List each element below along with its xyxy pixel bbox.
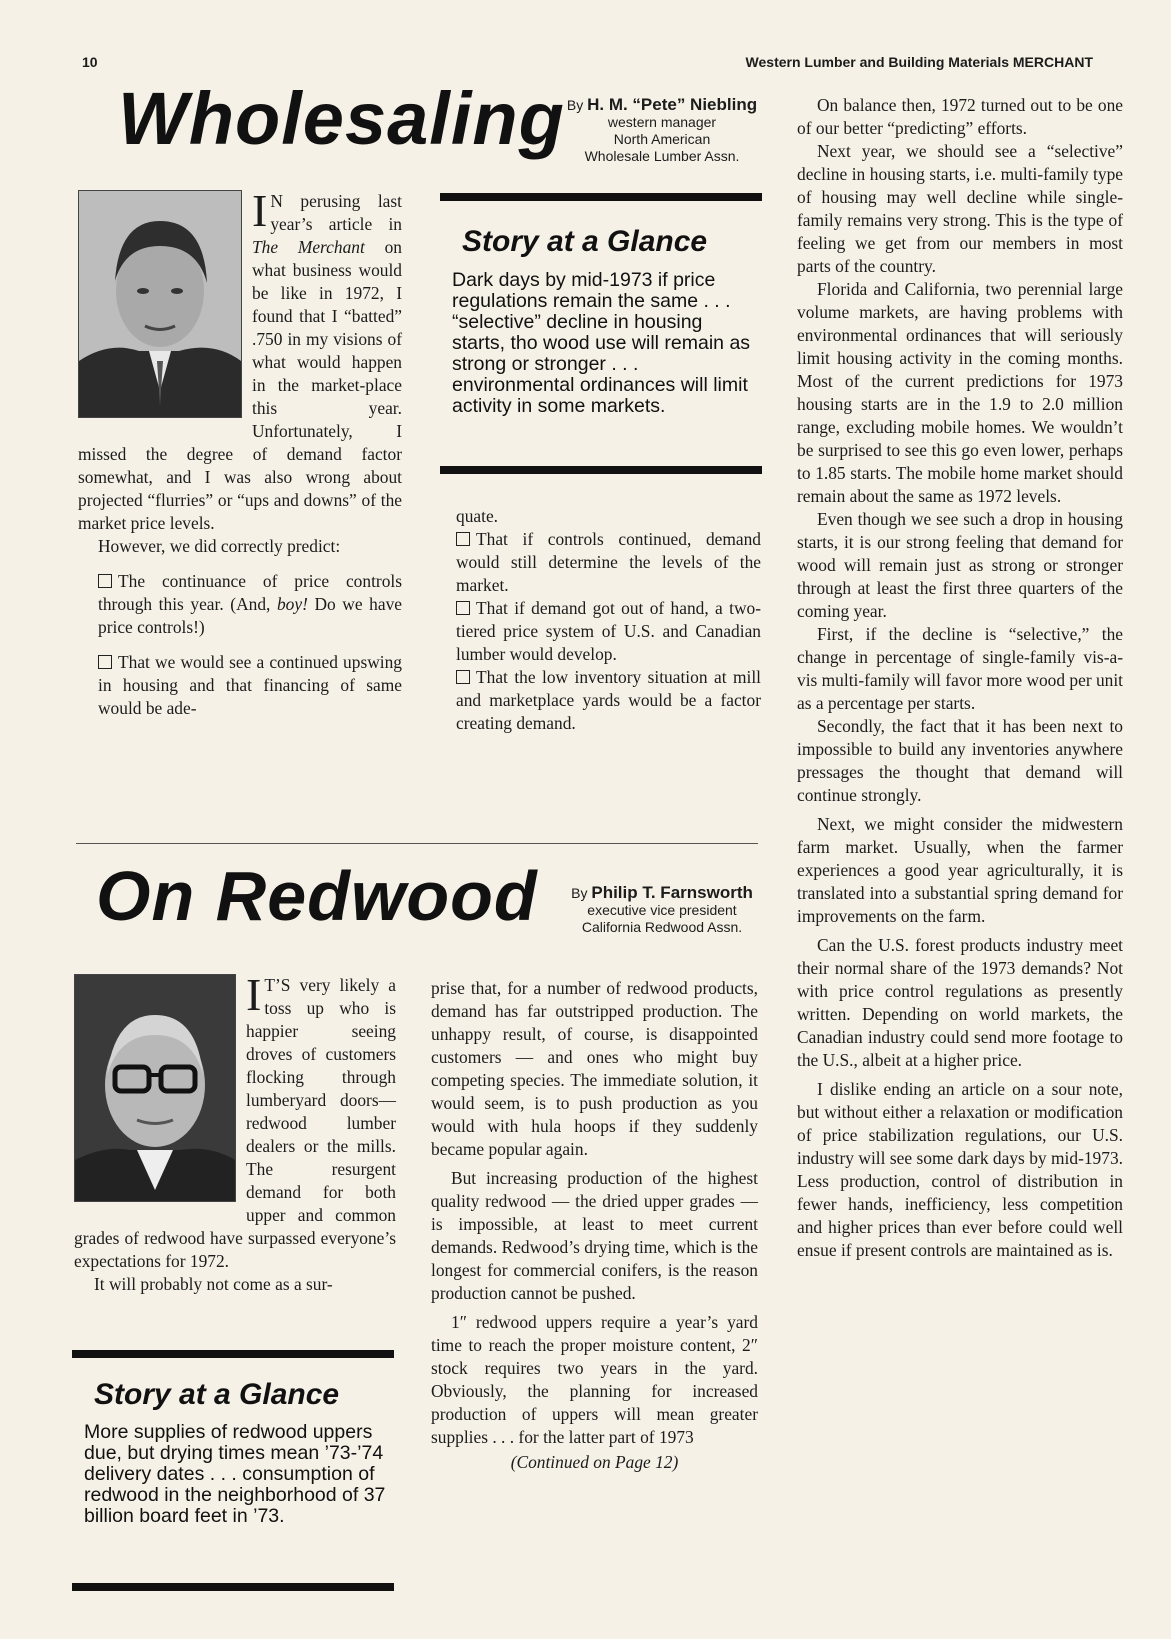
paragraph: Even though we see such a drop in housing starts, it is our strong feeling that demand for wood will remain just as strong or stronger through at least the first three quarters of the coming year. bbox=[797, 509, 1123, 621]
paragraph: Can the U.S. forest products industry meet their normal share of the 1973 demands? Not with price control regulations as presently written. Depending on world markets, the Canadian industry could send more footage to the U.S., albeit at a higher price. bbox=[797, 935, 1123, 1070]
bullet-text: The continuance of price controls through this year. (And, bbox=[98, 571, 402, 614]
paragraph: But increasing production of the highest quality redwood — the dried upper grades — is impossible, at least to meet current demands. Redwood’s drying time, which is the longest for commercial conifers, is the reason production cannot be pushed. bbox=[431, 1168, 758, 1303]
paragraph: I dislike ending an article on a sour note, but without either a relaxation or modification of price stabilization regulations, our U.S. industry will see some dark days by mid-1973. Less production, control of distribution in fewer hands, inefficiency, less competition and higher prices than ever before could well ensue if present controls are maintained as is. bbox=[797, 1079, 1123, 1260]
paragraph: Florida and California, two perennial large volume markets, are having problems with environmental ordinances that will seriously limit housing activity in the coming months. Most of the current predictions for 1973 housing starts are in the 1.9 to 2.0 million range, excluding mobile homes. We wouldn’t be surprised to see this go even lower, perhaps to 1.85 starts. The mobile home market should remain about the same as 1972 levels. bbox=[797, 279, 1123, 506]
paragraph: First, if the decline is “selective,” the change in percentage of single-family vis-a-vis multi-family will favor more wood per unit as a percentage per starts. bbox=[797, 624, 1124, 713]
glance-rule-top bbox=[72, 1350, 394, 1358]
paragraph: 1″ redwood uppers require a year’s yard time to reach the proper moisture content, 2″ stock requires two years in the yard. Obviously, the planning for increased production of uppers will mean greater supplies . . . for the latter part of 1973 bbox=[431, 1312, 758, 1447]
paragraph: Next year, we should see a “selective” decline in housing starts, i.e. multi-family type of housing may well decline while single-family remains very strong. This is the type of feeling we get from our members in most parts of the country. bbox=[797, 141, 1123, 276]
emphasis-text: boy! bbox=[276, 594, 308, 614]
bullet-text: That if demand got out of hand, a two-tiered price system of U.S. and Canadian lumber would develop. bbox=[456, 598, 761, 664]
glance-rule-bottom bbox=[440, 466, 762, 474]
author-title-2: North American bbox=[613, 131, 711, 147]
checkbox-bullet bbox=[456, 670, 470, 684]
publication-name: Western Lumber and Building Materials MERCHANT bbox=[745, 54, 1093, 70]
para-text: T’S very likely a toss up who is happier seeing droves of customers flocking through lumberyard doors—redwood lumber dealers or the mills. The resurgent demand for both upper and common grades of redwood have surpassed everyone’s expectations for 1972. bbox=[74, 975, 396, 1271]
author-title-1: executive vice president bbox=[587, 902, 737, 918]
paragraph: Secondly, the fact that it has been next to impossible to build any inventories anywhere pressages the thought that demand will continue strongly. bbox=[797, 716, 1123, 805]
byline-by: By bbox=[566, 97, 584, 113]
page-number: 10 bbox=[82, 54, 98, 70]
author-name: Philip T. Farnsworth bbox=[591, 883, 753, 902]
para-text: N perusing last year’s article in bbox=[270, 191, 402, 234]
drop-cap: I bbox=[246, 969, 262, 1020]
glance-text: More supplies of redwood uppers due, but drying times mean ’73-’74 delivery dates . . . consumption of redwood in the neighborhood of 37 billion board feet in ’73. bbox=[84, 1421, 386, 1527]
checkbox-bullet bbox=[456, 532, 470, 546]
redwood-column-1 bbox=[74, 969, 396, 1296]
author-title-2: California Redwood Assn. bbox=[581, 919, 743, 935]
checkbox-bullet bbox=[98, 655, 112, 669]
author-title-3: Wholesale Lumber Assn. bbox=[584, 148, 740, 164]
byline-wholesaling bbox=[557, 96, 767, 165]
paragraph: Next, we might consider the midwestern farm market. Usually, when the farmer experiences a good year agriculturally, it is translated into a substantial spring demand for improvements on the farm. bbox=[797, 814, 1123, 926]
glance-rule-top bbox=[440, 193, 762, 201]
article-title-redwood: On Redwood bbox=[96, 857, 538, 935]
para-text: on what business would be like in 1972, I found that I “batted” .750 in my visions of what would happen in the market-place this year. Unfortunately, I missed the degree of demand factor somewhat, and I was also wrong about projected “flurries” or “ups and downs” of the market price levels. bbox=[78, 237, 402, 533]
paragraph-continued: quate. bbox=[456, 506, 499, 526]
glance-text: Dark days by mid-1973 if price regulations remain the same . . . “selective” decline in housing starts, tho wood use will remain as strong or stronger . . . environmental ordinances will limit activity in some markets. bbox=[452, 269, 751, 417]
bullet-text: Do we have price controls!) bbox=[98, 594, 402, 637]
wholesaling-column-1 bbox=[78, 185, 402, 720]
author-name: H. M. “Pete” Niebling bbox=[587, 95, 758, 114]
paragraph: However, we did correctly predict: bbox=[98, 536, 341, 556]
section-divider bbox=[76, 843, 758, 844]
glance-title: Story at a Glance bbox=[94, 1378, 340, 1411]
paragraph: On balance then, 1972 turned out to be one of our better “predicting” efforts. bbox=[797, 95, 1123, 138]
paragraph: It will probably not come as a sur- bbox=[94, 1274, 333, 1294]
author-photo-niebling bbox=[78, 190, 242, 418]
drop-cap: I bbox=[252, 185, 268, 236]
redwood-column-2 bbox=[431, 977, 758, 1474]
continued-note: (Continued on Page 12) bbox=[510, 1452, 679, 1472]
byline-by: By bbox=[571, 885, 588, 901]
bullet-text: That we would see a continued upswing in housing and that financing of same would be ade- bbox=[98, 652, 402, 718]
author-photo-farnsworth bbox=[74, 974, 236, 1202]
checkbox-bullet bbox=[98, 574, 112, 588]
paragraph: prise that, for a number of redwood products, demand has far outstripped production. The unhappy result, of course, is disappointed customers — and ones who might buy competing species. The immediate solution, it would seem, is to push production as you would with hula hoops if they suddenly became popular again. bbox=[431, 978, 758, 1159]
byline-redwood bbox=[557, 884, 767, 936]
glance-title: Story at a Glance bbox=[462, 225, 708, 258]
checkbox-bullet bbox=[456, 601, 470, 615]
bullet-text: That the low inventory situation at mill and marketplace yards would be a factor creating demand. bbox=[456, 667, 761, 733]
article-title-wholesaling: Wholesaling bbox=[118, 77, 565, 160]
publication-italic: The Merchant bbox=[252, 237, 365, 257]
author-title-1: western manager bbox=[607, 114, 717, 130]
glance-rule-bottom bbox=[72, 1583, 394, 1591]
wholesaling-column-3 bbox=[797, 94, 1123, 1262]
wholesaling-column-2 bbox=[456, 505, 761, 735]
bullet-text: That if controls continued, demand would still determine the levels of the market. bbox=[456, 529, 761, 595]
